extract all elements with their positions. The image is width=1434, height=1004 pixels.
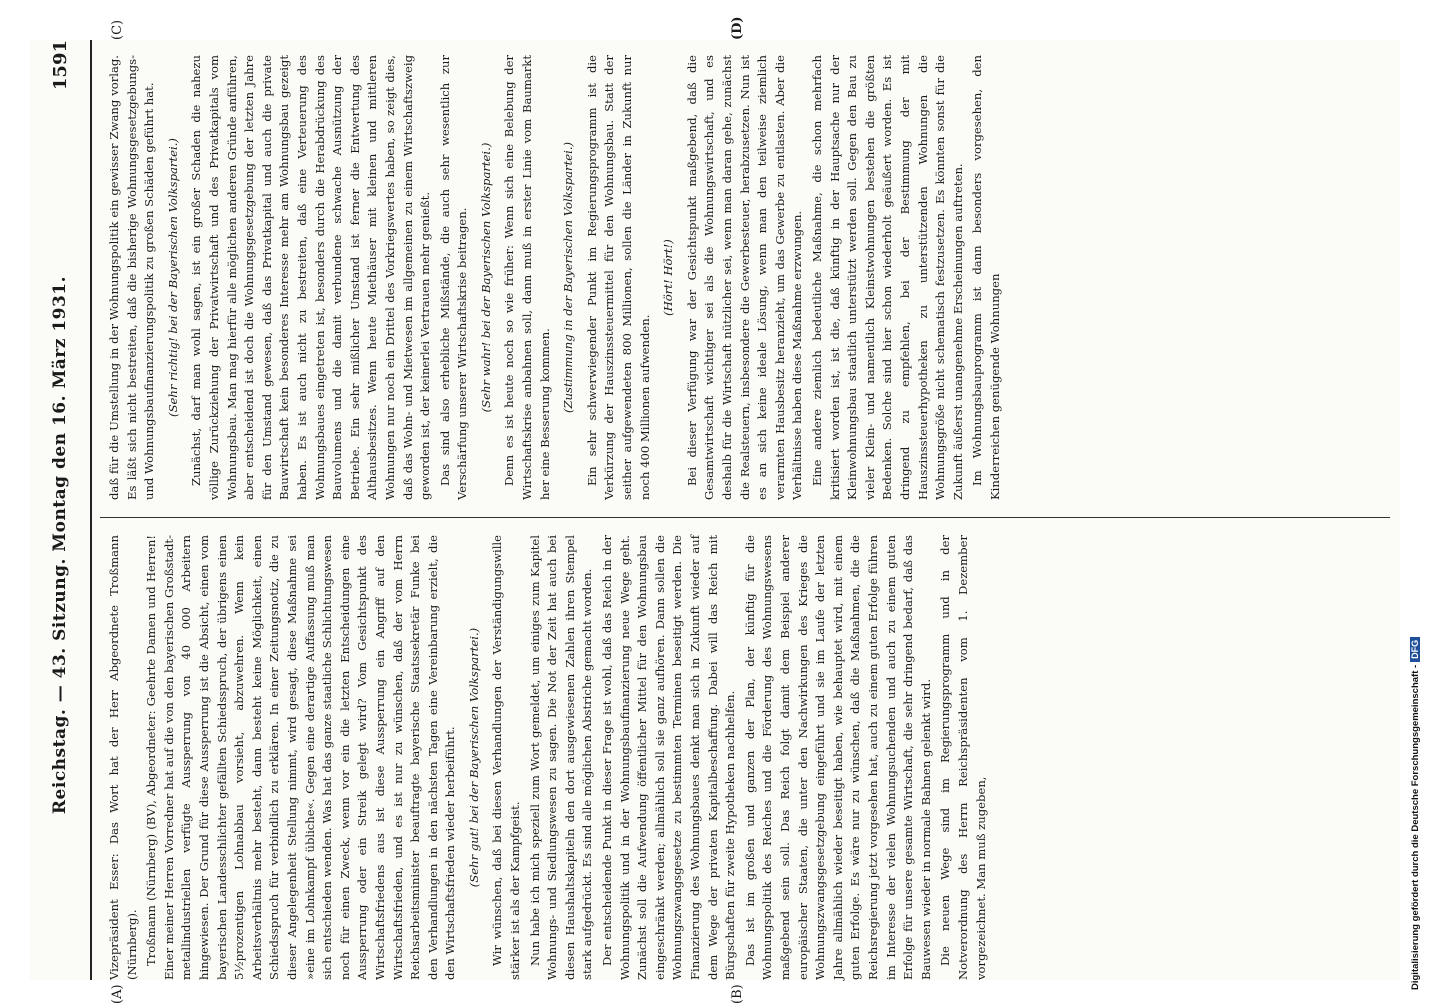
- interjection: (Sehr gut! bei der Bayerischen Volkspartei.): [466, 627, 481, 888]
- paragraph: Vizepräsident Esser: Das Wort hat der Herr Abgeordnete Troßmann (Nürnberg).: [107, 535, 139, 980]
- paragraph: Das ist im großen und ganzen der Plan, der künftig für die Wohnungspolitik des Reiches und die Förderung des Wohnungswesens maßgebend sein soll. Das Reich folgt damit dem Beispiel anderer europäischer Staaten, die unter den Nachwirkungen des Krieges die Wohnungszwangsgesetzgebung eingeführt und sie im Laufe der letzten Jahre allmählich wieder beseitigt haben, wie behauptet wird, mit einem guten Erfolge. Es wäre nur zu wünschen, daß die Maßnahmen, die die Reichsregierung jetzt vorgesehen hat, auch zu einem guten Erfolge führen im Interesse der vielen Wohnungsuchenden und auch zu einem guten Erfolge für unsere gesamte Wirtschaft, die sehr dringend bedarf, daß das Bauwesen wieder in normale Bahnen gelenkt wird.: [742, 535, 933, 980]
- paragraph: Nun habe ich mich speziell zum Wort gemeldet, um einiges zum Kapitel Wohnungs- und Siedlungswesen zu sagen. Die Not der Zeit hat auch bei diesen Haushaltskapiteln den dort ausgewiesenen Zahlen ihren Stempel stark aufgedrückt. Es sind alle möglichen Abstriche gemacht worden.: [527, 535, 595, 980]
- paragraph: Eine andere ziemlich bedeutliche Maßnahme, die schon mehrfach kritisiert worden ist, ist die, daß künftig in der Hauptsache nur der Kleinwohnungsbau staatlich unterstützt werden soll. Gegen den Bau zu vieler Klein- und namentlich Kleinstwohnungen bestehen die größten Bedenken. Solche sind hier schon wiederholt geäußert worden. Es ist dringend zu empfehlen, bei der Bestimmung der mit Hauszinssteuerhypotheken zu unterstützenden Wohnungen die Wohnungsgröße nicht schematisch festzusetzen. Es könnten sonst für die Zukunft äußerst unangenehme Erscheinungen auftreten.: [809, 55, 965, 500]
- interjection: (Sehr richtig! bei der Bayerischen Volkspartei.): [165, 138, 180, 417]
- margin-marker-a: (A): [110, 984, 125, 1004]
- interjection: (Sehr wahr! bei der Bayerischen Volkspartei.): [478, 142, 493, 413]
- margin-marker-b: (B): [730, 984, 745, 1004]
- column-divider: [100, 517, 1390, 518]
- paragraph: daß für die Umstellung in der Wohnungspolitik ein gewisser Zwang vorlag. Es läßt sich nicht bestreiten, daß die bisherige Wohnungsgesetzgebungs- und Wohnungsbaufinanzierungspolitik zu großen Schäden geführt hat.: [107, 55, 157, 500]
- page-number: 1591: [49, 40, 71, 91]
- margin-marker-d: (D): [730, 16, 745, 40]
- paragraph: Ein sehr schwerwiegender Punkt im Regierungsprogramm ist die Verkürzung der Hauszinssteuermittel für den Wohnungsbau. Statt der seither aufgewendeten 800 Millionen, sollen die Länder in Zukunft nur noch 400 Millionen aufwenden.: [584, 55, 652, 500]
- left-column: [106, 535, 992, 980]
- scanned-page: [30, 16, 1400, 1004]
- running-title: Reichstag. — 43. Sitzung. Montag den 16. März 1931.: [50, 275, 70, 815]
- footer-text: Digitalisierung gefördert durch die Deutsche Forschungsgemeinschaft -: [1410, 664, 1421, 990]
- dfg-logo: DFG: [1410, 637, 1420, 662]
- paragraph: Denn es ist heute noch so wie früher: Wenn sich eine Belebung der Wirtschaftskrise anbahnen soll, dann muß in erster Linie vom Baumarkt her eine Besserung kommen.: [502, 55, 552, 500]
- margin-marker-c: (C): [110, 19, 125, 40]
- paragraph: Zunächst, darf man wohl sagen, ist ein großer Schaden die nahezu völlige Zurückziehung der Privatwirtschaft und des Privatkapitals vom Wohnungsbau. Man mag hierfür alle möglichen anderen Gründe anführen, aber entscheidend ist doch die Wohnungsgesetzgebung der letzten Jahre für den Umstand gewesen, daß das Privatkapital und auch die private Bauwirtschaft kein besonderes Interesse mehr am Wohnungsbau gezeigt haben. Es ist auch nicht zu bestreiten, daß eine Verteuerung des Wohnungsbaues eingetreten ist, besonders durch die Herabdrückung des Bauvolumens und die damit verbundene schwache Ausnützung der Betriebe. Ein sehr mißlicher Umstand ist ferner die Entwertung des Althausbesitzes. Wenn heute Miethäuser mit kleinen und mittleren Wohnungen nur noch ein Drittel des Vorkriegswertes haben, so zeigt dies, daß das Wohn- und Mietwesen im allgemeinen zu einem Wirtschaftszweig geworden ist, der keinerlei Vertrauen mehr genießt.: [189, 55, 433, 500]
- paragraph: Der entscheidende Punkt in dieser Frage ist wohl, daß das Reich in der Wohnungspolitik und in der Wohnungsbaufinanzierung neue Wege geht. Zunächst soll die Aufwendung öffentlicher Mittel für den Wohnungsbau eingeschränkt werden; allmählich soll sie ganz aufhören. Dann sollen die Wohnungszwangsgesetze zu bestimmten Terminen beseitigt werden. Die Finanzierung des Wohnungsbaues denkt man sich in Zukunft wieder auf dem Wege der privaten Kapitalbeschaffung. Dabei will das Reich mit Bürgschaften für zweite Hypotheken nachhelfen.: [600, 535, 738, 980]
- interjection: (Zustimmung in der Bayerischen Volkspartei.): [561, 141, 576, 414]
- right-column: [106, 55, 1007, 500]
- digitization-footer: [1410, 637, 1421, 990]
- interjection: (Hört! Hört!): [661, 239, 676, 316]
- paragraph: Bei dieser Verfügung war der Gesichtspunkt maßgebend, daß die Gesamtwirtschaft wichtiger sei als die Wohnungswirtschaft, und es deshalb für die Wirtschaft nützlicher sei, wenn man daran gehe, zunächst die Realsteuern, insbesondere die Gewerbesteuer, herabzusetzen. Nun ist es an sich keine ideale Lösung, wenn man den teilweise ziemlich verarmten Hausbesitz heranzieht, um das Gewerbe zu entlasten. Aber die Verhältnisse haben diese Maßnahme erzwungen.: [684, 55, 805, 500]
- page-header: [30, 40, 92, 980]
- paragraph: Das sind also erhebliche Mißstände, die auch sehr wesentlich zur Verschärfung unserer Wirtschaftskrise beitragen.: [437, 55, 470, 500]
- paragraph: Die neuen Wege sind im Regierungsprogramm und in der Notverordnung des Herrn Reichspräsidenten vom 1. Dezember vorgezeichnet. Man muß zugeben,: [938, 535, 988, 980]
- paragraph: Troßmann (Nürnberg) (BV), Abgeordneter: Geehrte Damen und Herren! Einer meiner Herren Vorredner hat auf die von den bayerischen Großstadt-metallindustriellen verfügte Aussperrung von 40 000 Arbeitern hingewiesen. Der Grund für diese Aussperrung ist die Absicht, einen vom bayerischen Landesschlichter gefällten Schiedsspruch, der übrigens einen 5½prozentigen Lohnabbau vorsieht, abzuwehren. Wenn kein Arbeitsverhältnis mehr besteht, dann besteht keine Möglichkeit, einen Schiedsspruch für verbindlich zu erklären. In einer Zeitungsnotiz, die zu dieser Angelegenheit Stellung nimmt, wird gesagt, diese Maßnahme sei »eine im Lohnkampf übliche«. Gegen eine derartige Auffassung muß man sich entschieden wenden. Was hat das ganze staatliche Schlichtungswesen noch für einen Zweck, wenn vor ein die letzten Entscheidungen eine Aussperrung oder ein Streik gelegt wird? Vom Gesichtspunkt des Wirtschaftsfriedens aus ist diese Aussperrung ein Angriff auf den Wirtschaftsfrieden, und es ist nur zu wünschen, daß der vom Herrn Reichsarbeitsminister beauftragte bayerische Staatssekretär Funke bei den Verhandlungen in den nächsten Tagen eine Vereinbarung erzielt, die den Wirtschaftsfrieden wieder herbeiführt.: [144, 535, 458, 980]
- paragraph: Wir wünschen, daß bei diesen Verhandlungen der Verständigungswille stärker ist als der Kampfgeist.: [490, 535, 523, 980]
- paragraph: Im Wohnungsbauprogramm ist dann besonders vorgesehen, den Kinderreichen genügende Wohnungen: [970, 55, 1002, 500]
